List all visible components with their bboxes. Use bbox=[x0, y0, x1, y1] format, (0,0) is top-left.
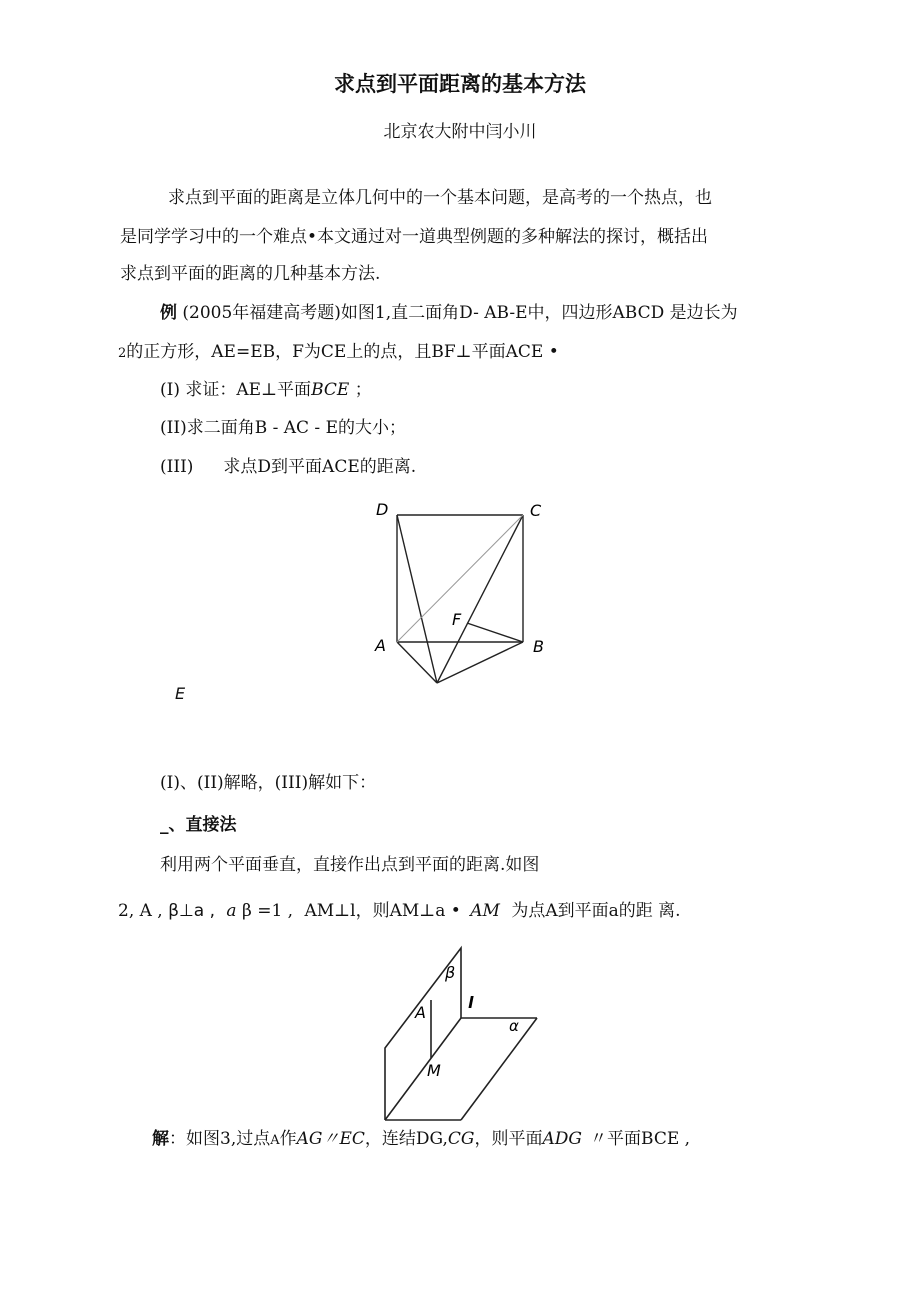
label-l: l bbox=[468, 993, 474, 1012]
example-text-1: (2005年福建高考题)如图1,直二面角D- AB-E中，四边形ABCD 是边长为 bbox=[182, 303, 738, 323]
method-1-seg-f: AM bbox=[470, 901, 500, 921]
label-point-a: A bbox=[415, 1003, 426, 1022]
solution-label: 解 bbox=[152, 1129, 169, 1149]
intro-line-2: 是同学学习中的一个难点•本文通过对一道典型例题的多种解法的探讨，概括出 bbox=[120, 227, 709, 247]
label-a: A bbox=[375, 636, 386, 655]
method-1-seg-c: a bbox=[226, 901, 237, 921]
intro-line-1: 求点到平面的距离是立体几何中的一个基本问题，是高考的一个热点，也 bbox=[168, 188, 712, 208]
solution-seg-e: ，连结DG, bbox=[364, 1129, 448, 1149]
method-1-seg-d: β =1 , bbox=[241, 901, 294, 921]
label-f: F bbox=[452, 610, 462, 629]
example-line-2 bbox=[118, 337, 559, 362]
example-line-1 bbox=[160, 298, 738, 323]
label-e: E bbox=[175, 684, 186, 703]
method-1-seg-b: β⊥a , bbox=[168, 901, 216, 921]
solution-seg-f: CG bbox=[447, 1129, 475, 1149]
label-beta: β bbox=[445, 963, 456, 982]
figure-2-diagram bbox=[375, 940, 545, 1125]
solution-line bbox=[152, 1124, 690, 1149]
solution-seg-b: A bbox=[270, 1133, 280, 1148]
question-1-suffix: ； bbox=[349, 380, 372, 400]
question-3 bbox=[160, 452, 416, 477]
question-3-prefix: (III) bbox=[160, 457, 194, 477]
question-2: (II)求二面角B - AC - E的大小； bbox=[160, 418, 406, 438]
figure-1-diagram bbox=[360, 495, 560, 695]
example-number: 2 bbox=[118, 346, 127, 361]
solution-note: (I)、(II)解略，(III)解如下： bbox=[160, 773, 377, 793]
question-1-plane: BCE bbox=[311, 380, 350, 400]
label-c: C bbox=[530, 501, 542, 520]
question-1 bbox=[160, 375, 372, 400]
label-m: M bbox=[427, 1061, 441, 1080]
solution-seg-a: ：如图3,过点 bbox=[169, 1129, 271, 1149]
method-1-line-2 bbox=[118, 896, 681, 921]
edge-fb bbox=[467, 623, 523, 642]
edge-ce bbox=[437, 515, 523, 683]
label-b: B bbox=[533, 637, 544, 656]
page-title: 求点到平面距离的基本方法 bbox=[334, 72, 586, 96]
plane-alpha-right-edge bbox=[461, 1018, 537, 1120]
example-text-2: 的正方形，AE=EB，F为CE上的点，且BF⊥平面ACE • bbox=[126, 342, 559, 362]
solution-seg-c: 作 bbox=[279, 1129, 297, 1149]
label-d: D bbox=[376, 500, 389, 519]
question-3-text: 求点D到平面ACE的距离. bbox=[223, 457, 417, 477]
edge-de bbox=[397, 515, 437, 683]
edge-ae bbox=[397, 642, 437, 683]
solution-seg-g: ，则平面 bbox=[474, 1129, 543, 1149]
label-alpha: α bbox=[509, 1017, 519, 1035]
author-line: 北京农大附中闫小川 bbox=[383, 122, 537, 142]
solution-seg-d: AG〃EC bbox=[296, 1129, 365, 1149]
method-1-seg-e: AM⊥l，则AM⊥a • bbox=[304, 901, 461, 921]
edge-be bbox=[437, 642, 523, 683]
method-1-line-1: 利用两个平面垂直，直接作出点到平面的距离.如图 bbox=[160, 855, 540, 875]
solution-seg-i: 〃平面BCE , bbox=[590, 1129, 691, 1149]
example-label: 例 bbox=[160, 303, 177, 323]
question-1-prefix: (I) 求证：AE⊥平面 bbox=[160, 380, 312, 400]
method-1-seg-a: 2, A , bbox=[118, 901, 163, 921]
method-1-heading: _、直接法 bbox=[160, 815, 237, 835]
solution-seg-h: ADG bbox=[542, 1129, 583, 1149]
intro-line-3: 求点到平面的距离的几种基本方法. bbox=[120, 264, 381, 284]
method-1-seg-g: 为点A到平面a的距 离. bbox=[511, 901, 681, 921]
